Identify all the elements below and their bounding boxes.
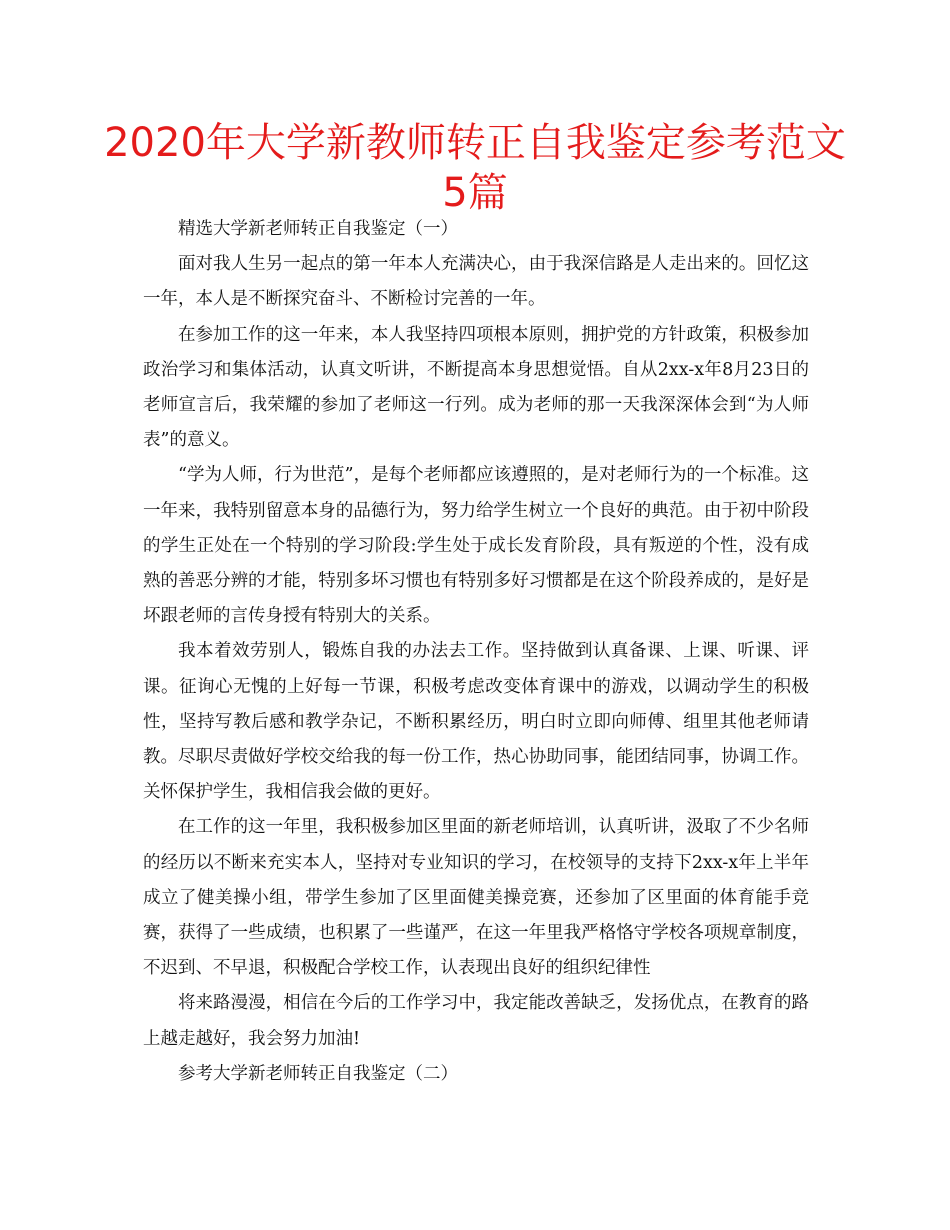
paragraph: 将来路漫漫，相信在今后的工作学习中，我定能改善缺乏，发扬优点，在教育的路上越走越好，我会努力加油! [143, 993, 809, 1049]
title-line-2: 5篇 [442, 170, 508, 216]
paragraph: 我本着效劳别人，锻炼自我的办法去工作。坚持做到认真备课、上课、听课、评课。征询心无愧的上好每一节课，积极考虑改变体育课中的游戏，以调动学生的积极性，坚持写教后感和教学杂记，不断积累经历，明白时立即向师傅、组里其他老师请教。尽职尽责做好学校交给我的每一份工作，热心协助同事，能团结同事，协调工作。关怀保护学生，我相信我会做的更好。 [143, 641, 809, 803]
document-body [143, 212, 809, 1092]
section-heading-1: 精选大学新老师转正自我鉴定（一） [178, 219, 458, 239]
paragraph: 在工作的这一年里，我积极参加区里面的新老师培训，认真听讲，汲取了不少名师的经历以不断来充实本人，坚持对专业知识的学习，在校领导的支持下2xx-x年上半年成立了健美操小组，带学生参加了区里面健美操竞赛，还参加了区里面的体育能手竞赛，获得了一些成绩，也积累了一些谨严，在这一年里我严格恪守学校各项规章制度，不迟到、不早退，积极配合学校工作，认表现出良好的组织纪律性 [143, 817, 809, 979]
document-title [100, 118, 850, 218]
paragraph: 在参加工作的这一年来，本人我坚持四项根本原则，拥护党的方针政策，积极参加政治学习和集体活动，认真文听讲，不断提高本身思想觉悟。自从2xx-x年8月23日的老师宣言后，我荣耀的参加了老师这一行列。成为老师的那一天我深深体会到“为人师表”的意义。 [143, 324, 809, 451]
section-heading-2: 参考大学新老师转正自我鉴定（二） [178, 1063, 458, 1084]
paragraph: “学为人师，行为世范”，是每个老师都应该遵照的，是对老师行为的一个标准。这一年来，我特别留意本身的品德行为，努力给学生树立一个良好的典范。由于初中阶段的学生正处在一个特别的学习阶段:学生处于成长发育阶段，具有叛逆的个性，没有成熟的善恶分辨的才能，特别多坏习惯也有特别多好习惯都是在这个阶段养成的，是好是坏跟老师的言传身授有特别大的关系。 [143, 465, 809, 627]
title-line-1: 2020年大学新教师转正自我鉴定参考范文 [104, 120, 846, 166]
paragraph: 面对我人生另一起点的第一年本人充满决心，由于我深信路是人走出来的。回忆这一年，本人是不断探究奋斗、不断检讨完善的一年。 [143, 254, 809, 310]
